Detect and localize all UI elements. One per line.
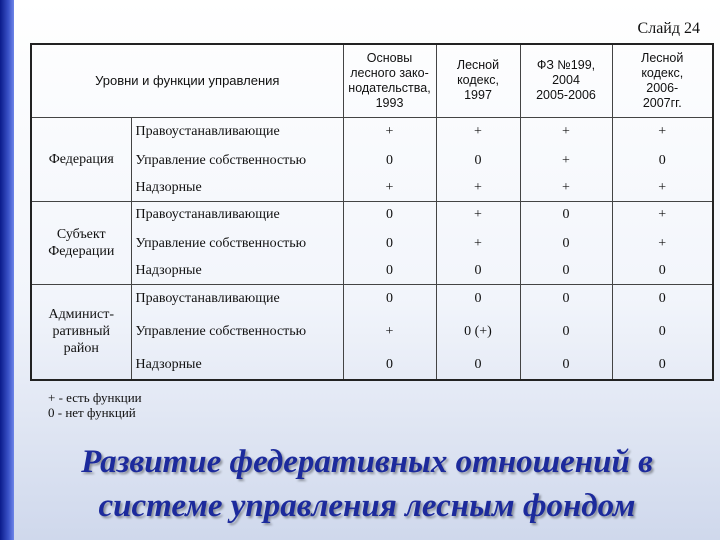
function-label: Правоустанавливающие xyxy=(131,117,343,146)
table-cell: 0 xyxy=(520,229,612,258)
table-row xyxy=(31,350,713,380)
table-row xyxy=(31,146,713,175)
function-label: Надзорные xyxy=(131,350,343,380)
table-cell: 0 xyxy=(520,201,612,229)
table-row xyxy=(31,175,713,201)
table-cell: 0 xyxy=(343,284,436,314)
header-col-3: Лесной кодекс, 2006- 2007гг. xyxy=(612,44,713,117)
table-cell: 0 xyxy=(612,284,713,314)
table-cell: 0 xyxy=(436,258,520,284)
header-col-0: Основы лесного зако- нодательства, 1993 xyxy=(343,44,436,117)
function-label: Управление собственностью xyxy=(131,314,343,350)
table-row xyxy=(31,258,713,284)
table-row xyxy=(31,314,713,350)
table-cell: + xyxy=(343,175,436,201)
table-cell: + xyxy=(436,229,520,258)
table-cell: 0 xyxy=(612,350,713,380)
table-cell: 0 xyxy=(436,284,520,314)
function-label: Управление собственностью xyxy=(131,146,343,175)
table-cell: + xyxy=(343,117,436,146)
header-col-2: ФЗ №199, 2004 2005-2006 xyxy=(520,44,612,117)
function-label: Правоустанавливающие xyxy=(131,201,343,229)
legend-item-zero: 0 - нет функций xyxy=(48,405,136,420)
table-row xyxy=(31,284,713,314)
slide-title-line: Развитие федеративных отношений в xyxy=(81,444,653,480)
table-cell: 0 xyxy=(520,284,612,314)
slide-title-line: системе управления лесным фондом xyxy=(98,488,636,524)
table-cell: 0 xyxy=(612,258,713,284)
table-row xyxy=(31,201,713,229)
table-cell: 0 xyxy=(612,146,713,175)
table-row xyxy=(31,117,713,146)
table-header-row xyxy=(31,44,713,117)
table-cell: 0 xyxy=(343,229,436,258)
table-cell: + xyxy=(520,175,612,201)
legend-item-plus: + - есть функции xyxy=(48,390,142,405)
table-cell: 0 xyxy=(520,258,612,284)
function-label: Управление собственностью xyxy=(131,229,343,258)
slide-number: Слайд 24 xyxy=(637,20,700,37)
forest-management-table xyxy=(30,43,712,379)
level-label: Субъект Федерации xyxy=(31,201,131,284)
table-cell: + xyxy=(612,175,713,201)
table-cell: 0 (+) xyxy=(436,314,520,350)
table-cell: 0 xyxy=(343,350,436,380)
table-cell: 0 xyxy=(520,314,612,350)
table-cell: 0 xyxy=(612,314,713,350)
table-cell: + xyxy=(612,117,713,146)
table-cell: + xyxy=(343,314,436,350)
table-cell: + xyxy=(436,201,520,229)
table-cell: + xyxy=(436,175,520,201)
slide-canvas xyxy=(14,0,720,540)
level-label: Федерация xyxy=(31,117,131,201)
table-cell: + xyxy=(612,229,713,258)
slide-left-accent-bar xyxy=(0,0,14,540)
header-levels-functions: Уровни и функции управления xyxy=(31,44,343,117)
table-cell: + xyxy=(436,117,520,146)
table-cell: 0 xyxy=(343,146,436,175)
legend xyxy=(48,390,142,420)
level-label: Админист- ративный район xyxy=(31,284,131,380)
header-col-1: Лесной кодекс, 1997 xyxy=(436,44,520,117)
function-label: Правоустанавливающие xyxy=(131,284,343,314)
table-cell: + xyxy=(520,146,612,175)
table-cell: 0 xyxy=(520,350,612,380)
table-row xyxy=(31,229,713,258)
function-label: Надзорные xyxy=(131,175,343,201)
table-cell: 0 xyxy=(436,350,520,380)
table-cell: 0 xyxy=(343,258,436,284)
slide-title xyxy=(14,440,720,528)
table-cell: + xyxy=(520,117,612,146)
function-label: Надзорные xyxy=(131,258,343,284)
table-cell: + xyxy=(612,201,713,229)
table-cell: 0 xyxy=(343,201,436,229)
table-cell: 0 xyxy=(436,146,520,175)
